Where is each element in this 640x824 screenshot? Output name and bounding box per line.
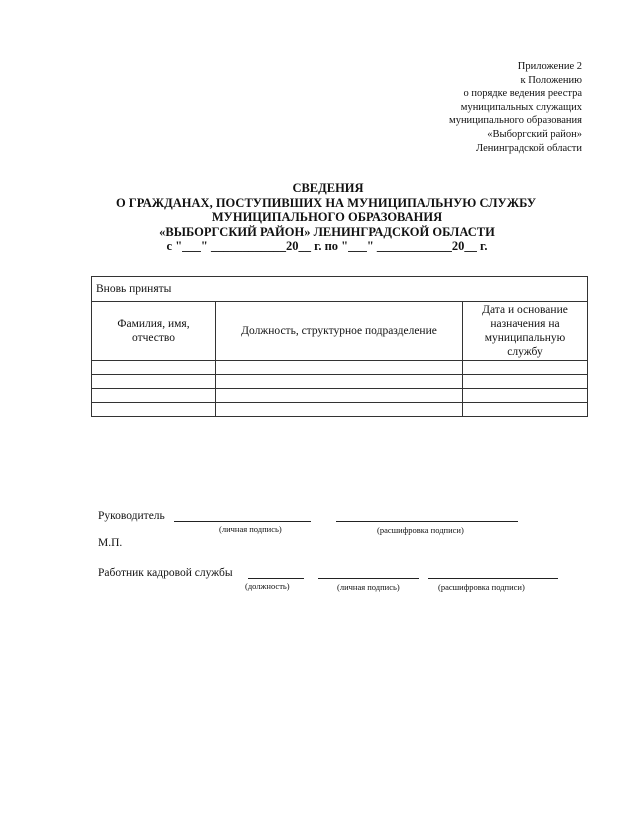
registry-table [91,276,588,417]
head-decode-line[interactable] [336,521,518,522]
head-decode-hint: (расшифровка подписи) [377,525,464,535]
title-line: О ГРАЖДАНАХ, ПОСТУПИВШИХ НА МУНИЦИПАЛЬНУЮ СЛУЖБУ [115,195,537,210]
table-cell[interactable] [463,361,588,375]
appendix-line: муниципальных служащих [460,101,582,113]
appendix-line: к Положению [520,74,582,86]
table-row [92,375,588,389]
hr-label: Работник кадровой службы [98,567,233,579]
table-row [92,389,588,403]
column-header-date-basis: Дата и основание назначения на муниципальную службу [463,302,588,361]
table-cell[interactable] [92,375,216,389]
table-cell[interactable] [92,361,216,375]
table-cell[interactable] [463,389,588,403]
title-line: МУНИЦИПАЛЬНОГО ОБРАЗОВАНИЯ [211,210,443,224]
appendix-block [449,60,582,155]
hr-decode-hint: (расшифровка подписи) [438,582,525,592]
table-cell[interactable] [463,403,588,417]
head-label: Руководитель [98,510,165,522]
title-period-line: с "___" ____________20__ г. по "___" ____________20__ г. [166,239,488,253]
appendix-line: Ленинградской области [476,142,582,154]
table-cell[interactable] [92,403,216,417]
hr-signature-line[interactable] [318,578,419,579]
table-row [92,361,588,375]
appendix-line: о порядке ведения реестра [463,88,582,100]
head-sign-hint: (личная подпись) [219,524,282,534]
stamp-label: М.П. [98,537,123,549]
title-line: «ВЫБОРГСКИЙ РАЙОН» ЛЕНИНГРАДСКОЙ ОБЛАСТИ [159,224,495,239]
table-cell[interactable] [463,375,588,389]
hr-position-line[interactable] [248,578,304,579]
table-cell[interactable] [216,389,463,403]
hr-decode-line[interactable] [428,578,558,579]
document-title [0,181,640,254]
head-signature-line[interactable] [174,521,311,522]
appendix-line: Приложение 2 [517,61,582,72]
table-cell[interactable] [216,361,463,375]
table-cell[interactable] [216,403,463,417]
section-label: Вновь приняты [92,277,588,302]
table-cell[interactable] [216,375,463,389]
hr-position-hint: (должность) [245,581,290,591]
table-row [92,403,588,417]
table-cell[interactable] [92,389,216,403]
hr-sign-hint: (личная подпись) [337,582,400,592]
title-line: СВЕДЕНИЯ [292,181,364,195]
appendix-line: «Выборгский район» [487,128,582,140]
appendix-line: муниципального образования [449,115,582,127]
column-header-position: Должность, структурное подразделение [216,302,463,361]
column-header-name: Фамилия, имя, отчество [92,302,216,361]
